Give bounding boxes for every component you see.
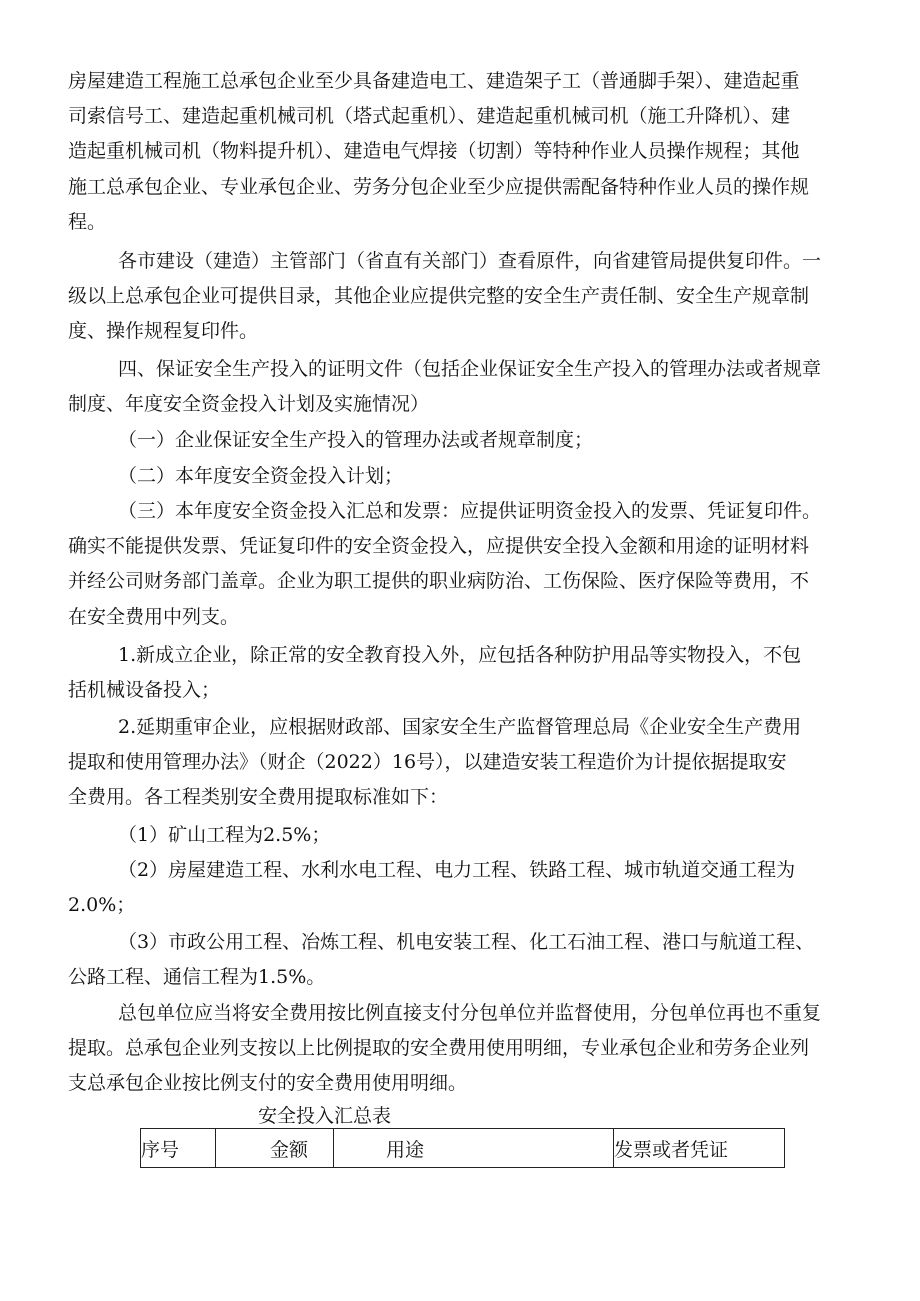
text-line: 各市建设（建造）主管部门（省直有关部门）查看原件，向省建管局提供复印件。一 — [118, 250, 822, 272]
text-line: 司索信号工、建造起重机械司机（塔式起重机）、建造起重机械司机（施工升降机）、建 — [68, 105, 791, 128]
item-three — [68, 494, 854, 635]
header-label: 序号 — [141, 1138, 180, 1161]
text-line: 括机械设备投入； — [68, 679, 221, 702]
rate-municipal — [68, 925, 854, 995]
paragraph-subcontract — [68, 996, 854, 1102]
table-header-row — [141, 1129, 785, 1168]
item-one — [68, 423, 854, 458]
text-line: 公路工程、通信工程为1.5%。 — [68, 966, 326, 989]
point-two — [68, 710, 854, 816]
text-line: （2）房屋建造工程、水利水电工程、电力工程、铁路工程、城市轨道交通工程为 — [118, 859, 796, 881]
safety-investment-table — [140, 1128, 785, 1168]
text-line: 全费用。各工程类别安全费用提取标准如下： — [68, 786, 449, 809]
header-amount — [216, 1129, 334, 1168]
text-line: 总包单位应当将安全费用按比例直接支付分包单位并监督使用，分包单位再也不重复 — [118, 1002, 822, 1024]
point-one — [68, 638, 854, 708]
text-line: 并经公司财务部门盖章。企业为职工提供的职业病防治、工伤保险、医疗保险等费用，不 — [68, 570, 810, 593]
table-title: 安全投入汇总表 — [258, 1105, 392, 1127]
section-heading-four — [68, 352, 854, 422]
text-line: （三）本年度安全资金投入汇总和发票：应提供证明资金投入的发票、凭证复印件。 — [118, 500, 822, 522]
text-line: 2.0%； — [68, 894, 136, 917]
text-line: （3）市政公用工程、冶炼工程、机电安装工程、化工石油工程、港口与航道工程、 — [118, 931, 815, 953]
text-line: （一）企业保证安全生产投入的管理办法或者规章制度； — [118, 429, 594, 451]
header-label: 用途 — [386, 1138, 425, 1161]
text-line: 提取。总承包企业列支按以上比例提取的安全费用使用明细，专业承包企业和劳务企业列 — [68, 1037, 810, 1060]
header-invoice — [614, 1129, 785, 1168]
text-line: 造起重机械司机（物料提升机）、建造电气焊接（切割）等特种作业人员操作规程；其他 — [68, 140, 800, 163]
header-purpose — [334, 1129, 614, 1168]
paragraph-review-copies — [68, 244, 854, 350]
text-line: 四、保证安全生产投入的证明文件（包括企业保证安全生产投入的管理办法或者规章 — [118, 358, 822, 380]
text-line: 2.延期重审企业，应根据财政部、国家安全生产监督管理总局《企业安全生产费用 — [118, 716, 802, 738]
header-serial-number — [141, 1129, 216, 1168]
paragraph-special-operations — [68, 64, 854, 240]
text-line: 施工总承包企业、专业承包企业、劳务分包企业至少应提供需配备特种作业人员的操作规 — [68, 175, 810, 198]
text-line: （二）本年度安全资金投入计划； — [118, 465, 404, 487]
text-line: （1）矿山工程为2.5%； — [118, 824, 331, 846]
header-label: 发票或者凭证 — [614, 1138, 729, 1161]
rate-mining — [68, 818, 854, 853]
rate-housing — [68, 853, 854, 923]
item-two — [68, 459, 854, 494]
text-line: 制度、年度安全资金投入计划及实施情况） — [68, 393, 430, 416]
text-line: 级以上总承包企业可提供目录，其他企业应提供完整的安全生产责任制、安全生产规章制 — [68, 285, 810, 308]
text-line: 支总承包企业按比例支付的安全费用使用明细。 — [68, 1072, 468, 1095]
text-line: 在安全费用中列支。 — [68, 605, 240, 628]
text-line: 度、操作规程复印件。 — [68, 320, 259, 343]
text-line: 1.新成立企业，除正常的安全教育投入外，应包括各种防护用品等实物投入，不包 — [118, 644, 802, 666]
text-line: 确实不能提供发票、凭证复印件的安全资金投入，应提供安全投入金额和用途的证明材料 — [68, 535, 810, 558]
text-line: 提取和使用管理办法》（财企（2022）16号），以建造安装工程造价为计提依据提取安 — [68, 751, 787, 774]
header-label: 金额 — [270, 1138, 309, 1161]
text-line: 房屋建造工程施工总承包企业至少具备建造电工、建造架子工（普通脚手架）、建造起重 — [68, 70, 800, 92]
text-line: 程。 — [68, 210, 107, 233]
